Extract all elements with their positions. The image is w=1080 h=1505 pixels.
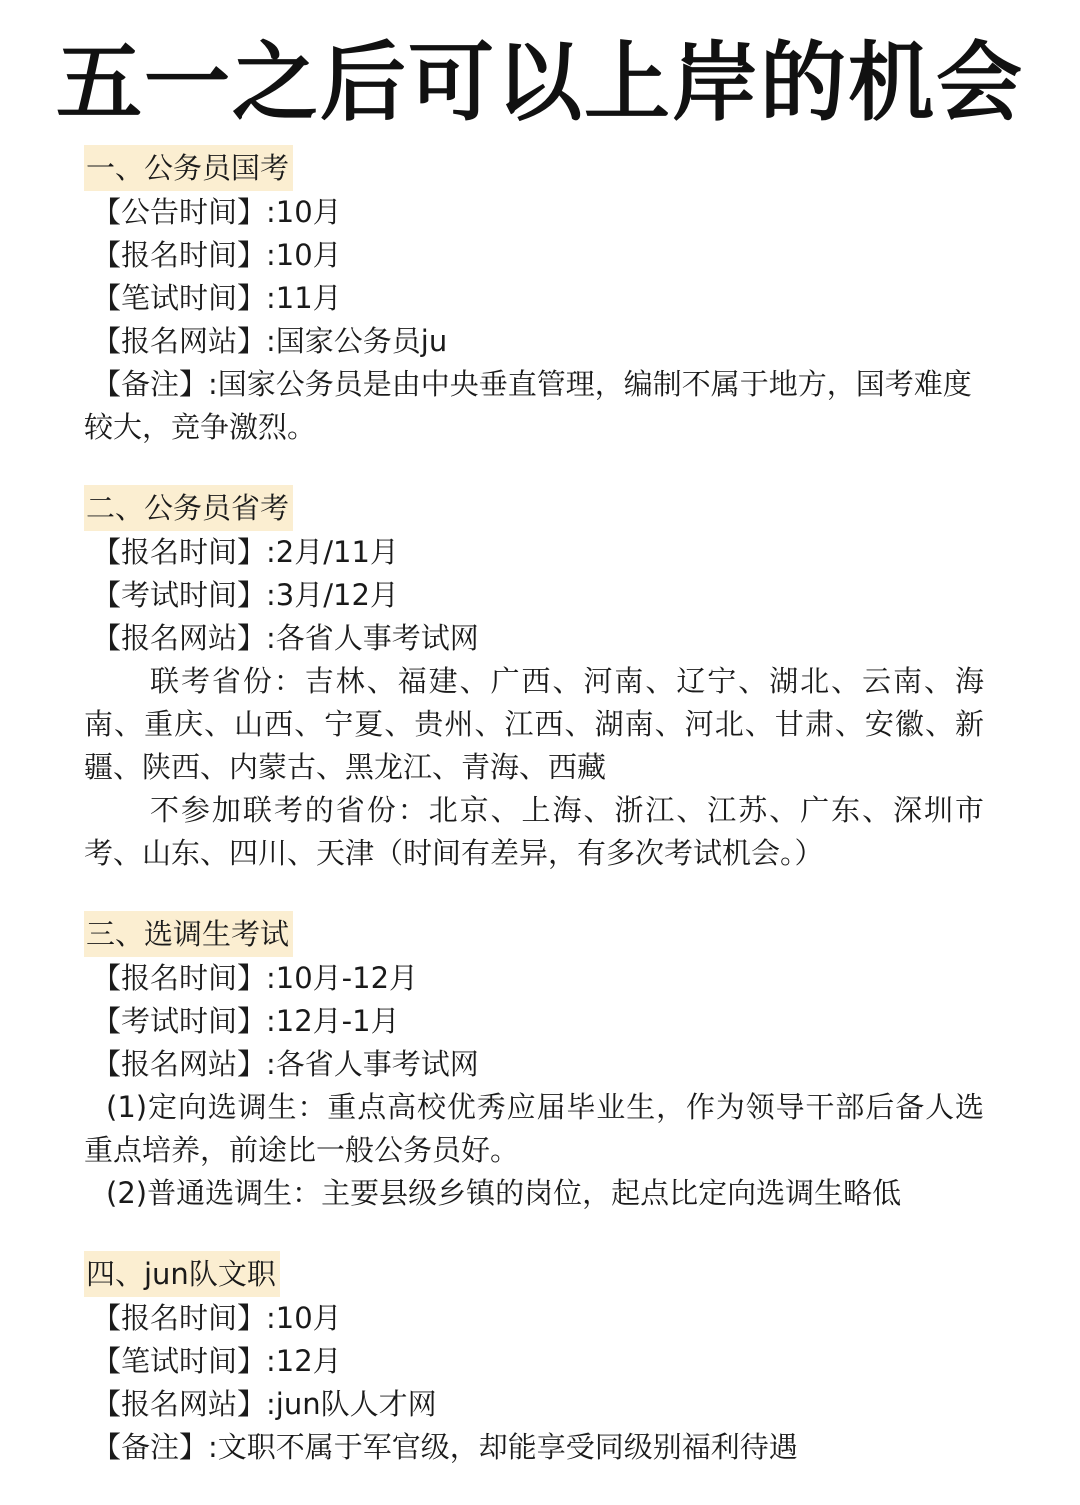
info-row-exam-time: 【笔试时间】:11月 (92, 281, 342, 315)
info-row-register-time: 【报名时间】:10月-12月 (92, 961, 419, 995)
info-row-register-time: 【报名时间】:10月 (92, 1301, 342, 1335)
info-row-exam-time: 【考试时间】:12月-1月 (92, 1004, 400, 1038)
info-row-register-time: 【报名时间】:2月/11月 (92, 535, 399, 569)
section-heading: 四、jun队文职 (84, 1251, 280, 1297)
non-joint-exam-provinces: 不参加联考的省份：北京、上海、浙江、江苏、广东、深圳市考、山东、四川、天津（时间有差异，有多次考试机会。） (84, 793, 984, 870)
info-row-website: 【报名网站】:各省人事考试网 (92, 621, 479, 655)
info-row-note: 【备注】:国家公务员是由中央垂直管理，编制不属于地方，国考难度较大，竞争激烈。 (84, 367, 972, 444)
info-row-website: 【报名网站】:国家公务员ju (92, 324, 448, 358)
info-row-website: 【报名网站】:jun队人才网 (92, 1387, 437, 1421)
info-row-exam-time: 【笔试时间】:12月 (92, 1344, 342, 1378)
section-provincial-exam (84, 485, 984, 875)
section-heading: 二、公务员省考 (84, 485, 293, 531)
section-selected-graduates (84, 911, 984, 1215)
section-military-civilian (84, 1251, 984, 1469)
joint-exam-provinces: 联考省份：吉林、福建、广西、河南、辽宁、湖北、云南、海南、重庆、山西、宁夏、贵州、江西、湖南、河北、甘肃、安徽、新疆、陕西、内蒙古、黑龙江、青海、西藏 (84, 664, 984, 784)
section-national-exam (84, 145, 984, 449)
info-row-note: 【备注】:文职不属于军官级，却能享受同级别福利待遇 (92, 1430, 798, 1464)
article-body (84, 145, 984, 1505)
page-title: 五一之后可以上岸的机会 (56, 33, 1024, 133)
info-row-announce-time: 【公告时间】:10月 (92, 195, 342, 229)
section-heading: 一、公务员国考 (84, 145, 293, 191)
info-row-website: 【报名网站】:各省人事考试网 (92, 1047, 479, 1081)
section-heading: 三、选调生考试 (84, 911, 293, 957)
general-selection-desc: (2)普通选调生：主要县级乡镇的岗位，起点比定向选调生略低 (106, 1176, 902, 1210)
targeted-selection-desc: (1)定向选调生：重点高校优秀应届毕业生，作为领导干部后备人选重点培养，前途比一般公务员好。 (84, 1090, 984, 1167)
info-row-exam-time: 【考试时间】:3月/12月 (92, 578, 399, 612)
info-row-register-time: 【报名时间】:10月 (92, 238, 342, 272)
